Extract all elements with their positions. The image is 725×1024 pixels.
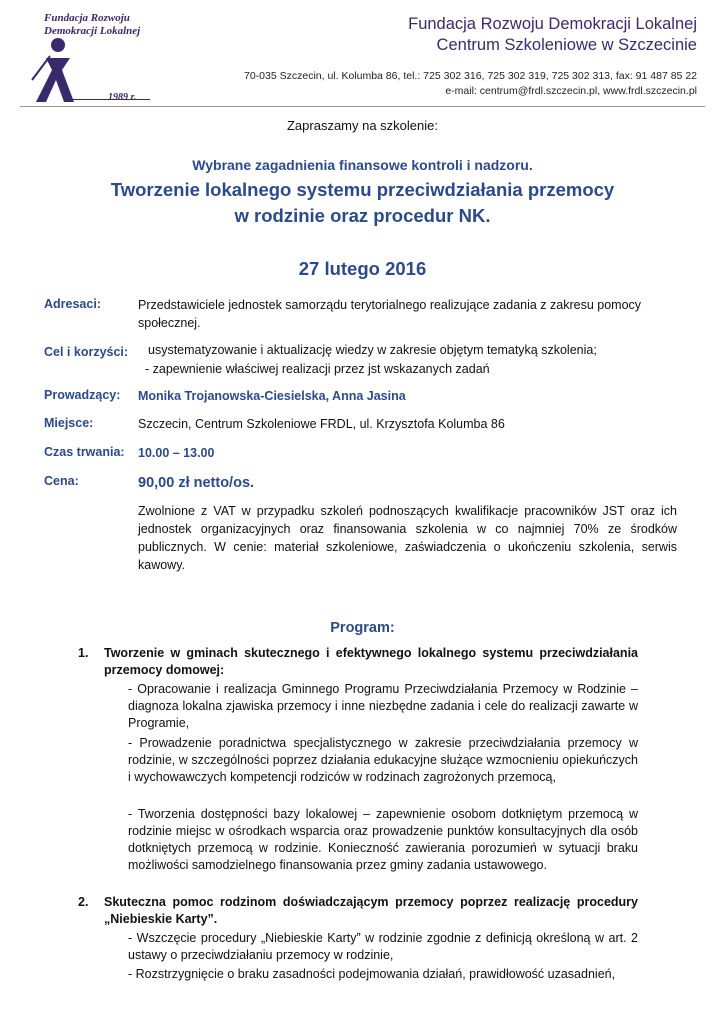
cel-line1: usystematyzowanie i aktualizację wiedzy w zakresie objętym tematyką szkolenia; [148,343,597,357]
org-title-line2: Centrum Szkoleniowe w Szczecinie [436,36,697,54]
training-title [0,177,725,229]
program-item1-number: 1. [78,646,89,660]
title-line1: Tworzenie lokalnego systemu przeciwdziałania przemocy [110,179,615,200]
training-date: 27 lutego 2016 [298,258,427,279]
header-divider [20,106,705,107]
cel-line2: - zapewnienie właściwej realizacji przez jst wskazanych zadań [145,362,490,376]
cena-note: Zwolnione z VAT w przypadku szkoleń podnoszących kwalifikacje pracowników JST oraz ich jednostek organizacyjnych oraz finansowania szkolenia w co najmniej 70% ze środków publicznych. W cenie: materiał szkoleniowe, zaświadczenia o ukończeniu szkolenia, serwis kawowy. [138,504,677,572]
cena-value: 90,00 zł netto/os. [138,475,255,491]
cel-label: Cel i korzyści: [44,345,129,359]
czas-label: Czas trwania: [44,445,125,459]
program-item2-title: Skuteczna pomoc rodzinom doświadczającym przemocy poprzez realizację procedury „Niebieskie Karty”. [104,895,638,926]
logo-figure-icon [28,36,88,104]
logo-name-line1: Fundacja Rozwoju [44,12,130,24]
program-item2-number: 2. [78,895,89,909]
cena-label: Cena: [44,474,79,488]
program-item1-bullet1: - Opracowanie i realizacja Gminnego Programu Przeciwdziałania Przemocy w Rodzinie – diagnoza lokalna zjawiska przemocy i inne niezbędne zadania i cele do realizacji zawarte w Programie, [128,682,638,730]
invite-text: Zapraszamy na szkolenie: [286,118,438,133]
email-line: e-mail: centrum@frdl.szczecin.pl, www.frdl.szczecin.pl [445,85,697,97]
program-item1-bullet3: - Tworzenia dostępności bazy lokalowej – zapewnienie osobom dotkniętym przemocą w rodzinie miejsc w ośrodkach wsparcia oraz prowadzenie punktów konsultacyjnych dla osób dotkniętych przemocą w rodzinie. Konieczność zawierania porozumień w sytuacji braku możliwości samodzielnego finansowania przez gminy zadania ustawowego. [128,807,638,872]
program-heading: Program: [330,620,395,636]
training-subtitle: Wybrane zagadnienia finansowe kontroli i nadzoru. [192,157,533,173]
program-item2-bullet2: - Rozstrzygnięcie o braku zasadności podejmowania działań, prawidłowość uzasadnień, [128,967,616,981]
logo-name-line2: Demokracji Lokalnej [44,25,141,37]
org-title-line1: Fundacja Rozwoju Demokracji Lokalnej [408,15,697,33]
czas-value: 10.00 – 13.00 [138,446,215,460]
address-line: 70-035 Szczecin, ul. Kolumba 86, tel.: 725 302 316, 725 302 319, 725 302 313, fax: 91 487 85 22 [243,70,697,82]
logo-year: 1989 r. [108,92,137,103]
adresaci-label: Adresaci: [44,297,101,311]
program-item1-bullet2: - Prowadzenie poradnictwa specjalistycznego w zakresie przeciwdziałania przemocy w rodzinie, w szczególności poprzez działania edukacyjne służące wzmocnieniu opiekuńczych i wychowawczych kompetencji rodziców w rodzinach zagrożonych przemocą, [128,736,638,784]
org-title [408,14,697,56]
prowadzacy-label: Prowadzący: [44,388,121,402]
title-line2: w rodzinie oraz procedur NK. [234,205,491,226]
miejsce-label: Miejsce: [44,416,94,430]
program-item2-bullet1: - Wszczęcie procedury „Niebieskie Karty” w rodzinie zgodnie z definicją określoną w art. 2 ustawy o przeciwdziałaniu przemocy w rodzinie, [128,931,638,962]
adresaci-value: Przedstawiciele jednostek samorządu terytorialnego realizujące zadania z zakresu pomocy społecznej. [138,298,642,330]
program-item1-title: Tworzenie w gminach skutecznego i efektywnego lokalnego systemu przeciwdziałania przemocy domowej: [104,646,638,677]
org-address [244,69,697,99]
prowadzacy-value: Monika Trojanowska-Ciesielska, Anna Jasina [138,389,406,403]
logo-name [44,12,140,38]
miejsce-value: Szczecin, Centrum Szkoleniowe FRDL, ul. Krzysztofa Kolumba 86 [138,417,505,431]
